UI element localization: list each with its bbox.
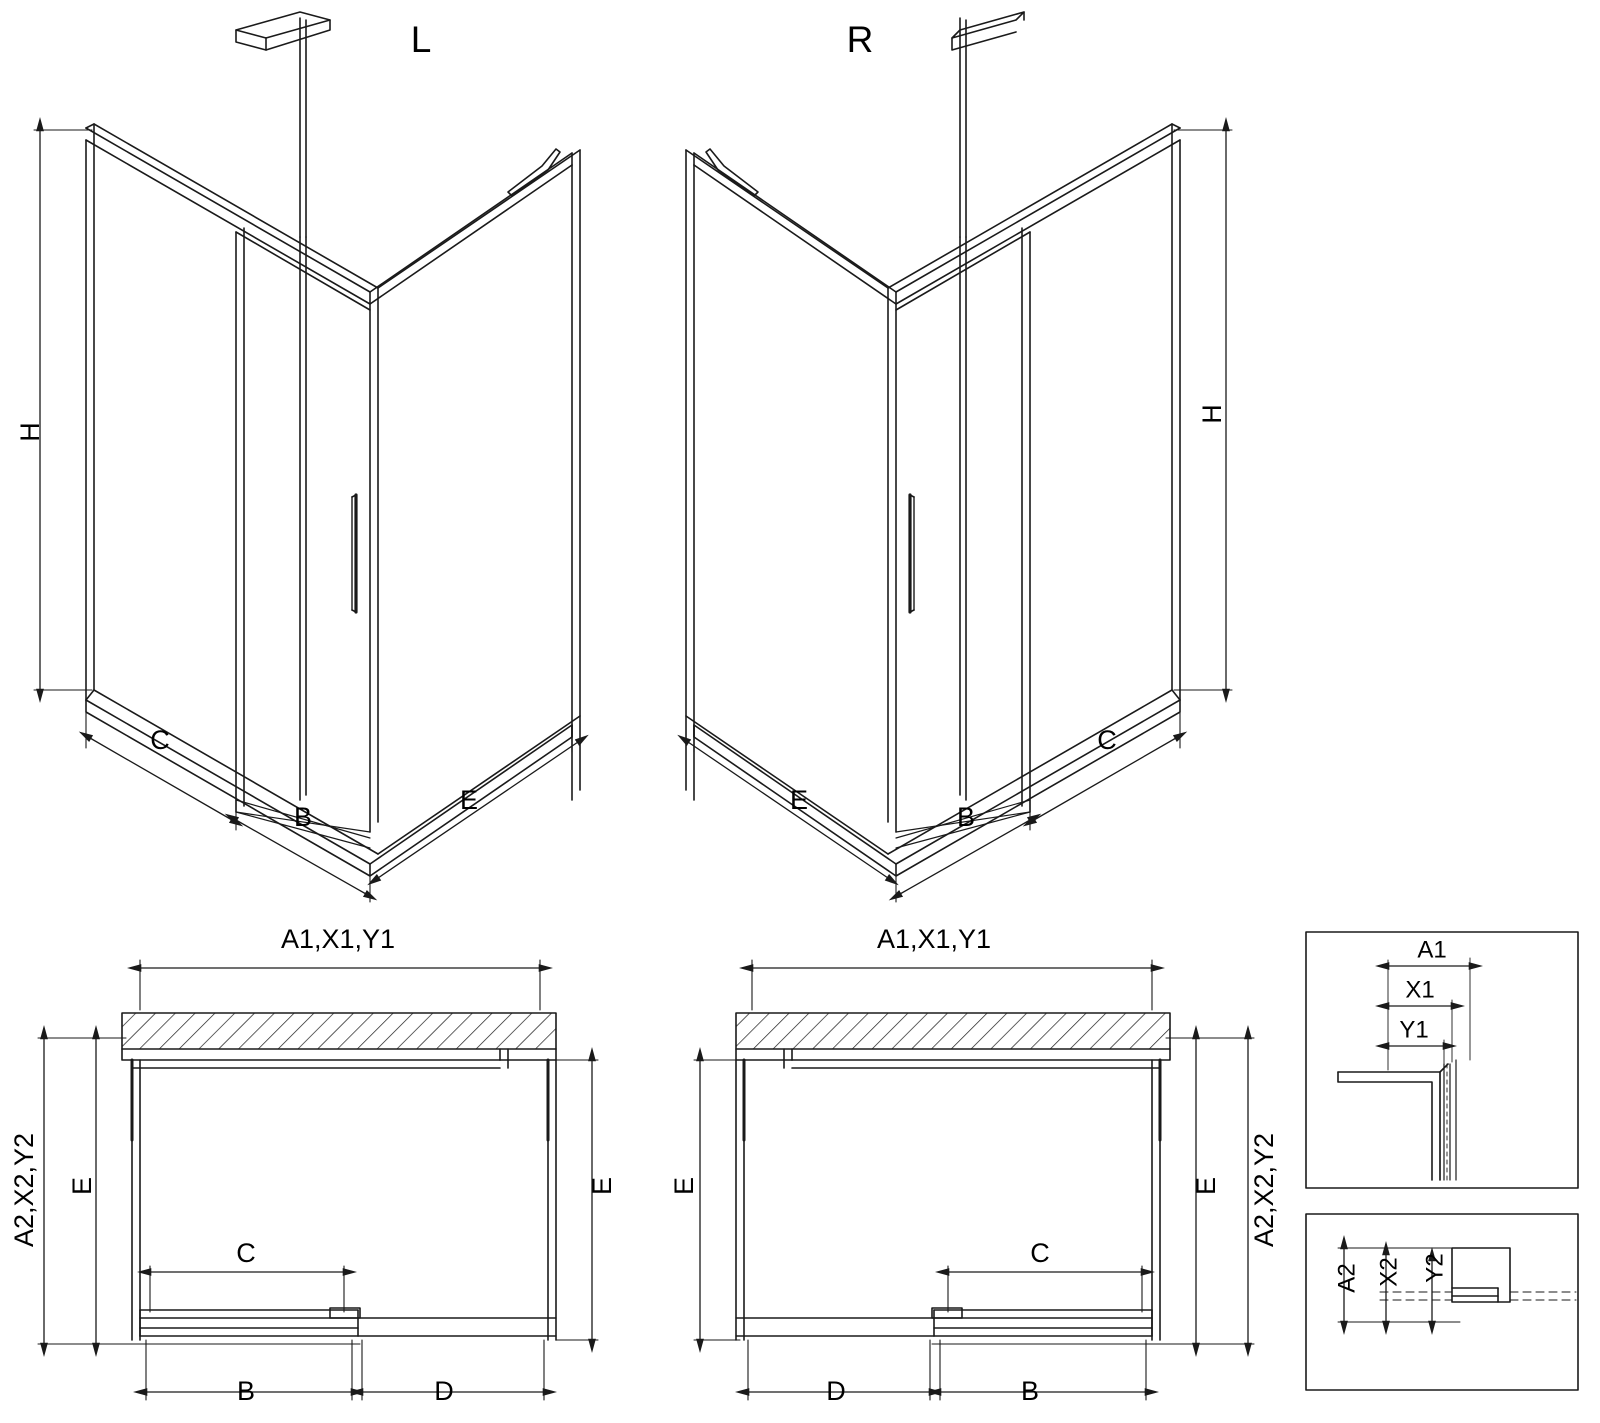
- detail-top-right: [1306, 932, 1578, 1188]
- detail-dim-x2: X2: [1375, 1257, 1403, 1287]
- dim-c-right: C: [1097, 725, 1117, 756]
- dim-b-right: B: [956, 802, 976, 833]
- variant-label-l: L: [410, 18, 432, 60]
- plan-right-d-dim: D: [826, 1376, 846, 1407]
- variant-label-r: R: [846, 18, 874, 60]
- dim-e-right: E: [789, 785, 809, 816]
- detail-dim-a1: A1: [1417, 936, 1447, 964]
- plan-right-side-dim: A2,X2,Y2: [1249, 1132, 1280, 1248]
- plan-left-e-right-dim: E: [587, 1176, 618, 1196]
- detail-dim-x1: X1: [1405, 976, 1435, 1004]
- plan-left-d-dim: D: [434, 1376, 454, 1407]
- plan-view-right: [694, 960, 1254, 1400]
- plan-right-e-left-dim: E: [669, 1176, 700, 1196]
- dim-h-left: H: [15, 422, 46, 442]
- detail-dim-a2: A2: [1333, 1263, 1361, 1293]
- dim-c-left: C: [150, 725, 170, 756]
- plan-right-c-dim: C: [1030, 1238, 1050, 1269]
- plan-view-left: [38, 960, 598, 1400]
- dim-b-left: B: [293, 802, 313, 833]
- detail-dim-y1: Y1: [1399, 1016, 1429, 1044]
- plan-left-side-dim: A2,X2,Y2: [9, 1132, 40, 1248]
- detail-bottom-right: [1306, 1214, 1578, 1390]
- detail-dim-y2: Y2: [1421, 1253, 1449, 1283]
- plan-left-top-dim: A1,X1,Y1: [280, 924, 396, 955]
- plan-left-e-dim: E: [67, 1176, 98, 1196]
- plan-right-b-dim: B: [1020, 1376, 1040, 1407]
- plan-right-top-dim: A1,X1,Y1: [876, 924, 992, 955]
- dim-h-right: H: [1197, 404, 1228, 424]
- plan-left-c-dim: C: [236, 1238, 256, 1269]
- plan-right-e-dim: E: [1191, 1176, 1222, 1196]
- plan-left-b-dim: B: [236, 1376, 256, 1407]
- iso-view-left: [34, 12, 580, 902]
- dim-e-left: E: [459, 785, 479, 816]
- iso-view-right: [686, 12, 1232, 902]
